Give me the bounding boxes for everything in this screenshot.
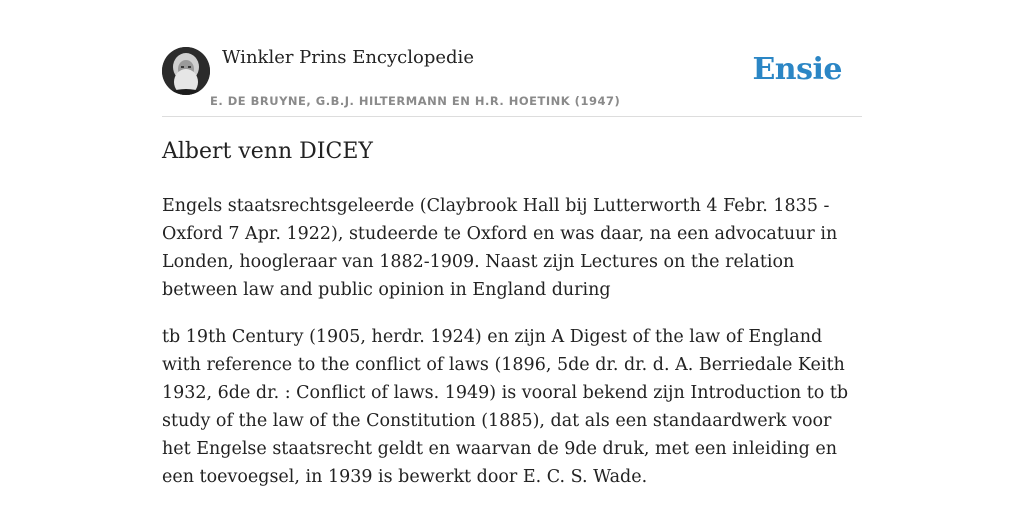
article-body — [162, 192, 862, 510]
article-paragraph: Engels staatsrechtsgeleerde (Claybrook Hall bij Lutterworth 4 Febr. 1835 - Oxford 7 Apr. 1922), studeerde te Oxford en was daar, na een advocatuur in Londen, hoogleraar van 1882-1909. Naast zijn Lectures on the relation between law and public opinion in England during — [162, 196, 838, 300]
ensie-logo-link[interactable]: Ensie — [752, 52, 842, 87]
portrait-avatar-icon — [162, 47, 210, 95]
article-title: Albert venn DICEY — [162, 139, 373, 164]
source-authors: E. DE BRUYNE, G.B.J. HILTERMANN EN H.R. HOETINK (1947) — [210, 94, 621, 108]
source-header — [162, 44, 862, 117]
author-avatar — [162, 47, 210, 95]
source-title[interactable]: Winkler Prins Encyclopedie — [222, 47, 474, 68]
article-paragraph: tb 19th Century (1905, herdr. 1924) en zijn A Digest of the law of England with reference to the conflict of laws (1896, 5de dr. dr. d. A. Berriedale Keith 1932, 6de dr. : Conflict of laws. 1949) is vooral bekend zijn Introduction to tb study of the law of the Constitution (1885), dat als een standaardwerk voor het Engelse staatsrecht geldt en waarvan de 9de druk, met een inleiding en een toevoegsel, in 1939 is bewerkt door E. C. S. Wade. — [162, 327, 849, 487]
